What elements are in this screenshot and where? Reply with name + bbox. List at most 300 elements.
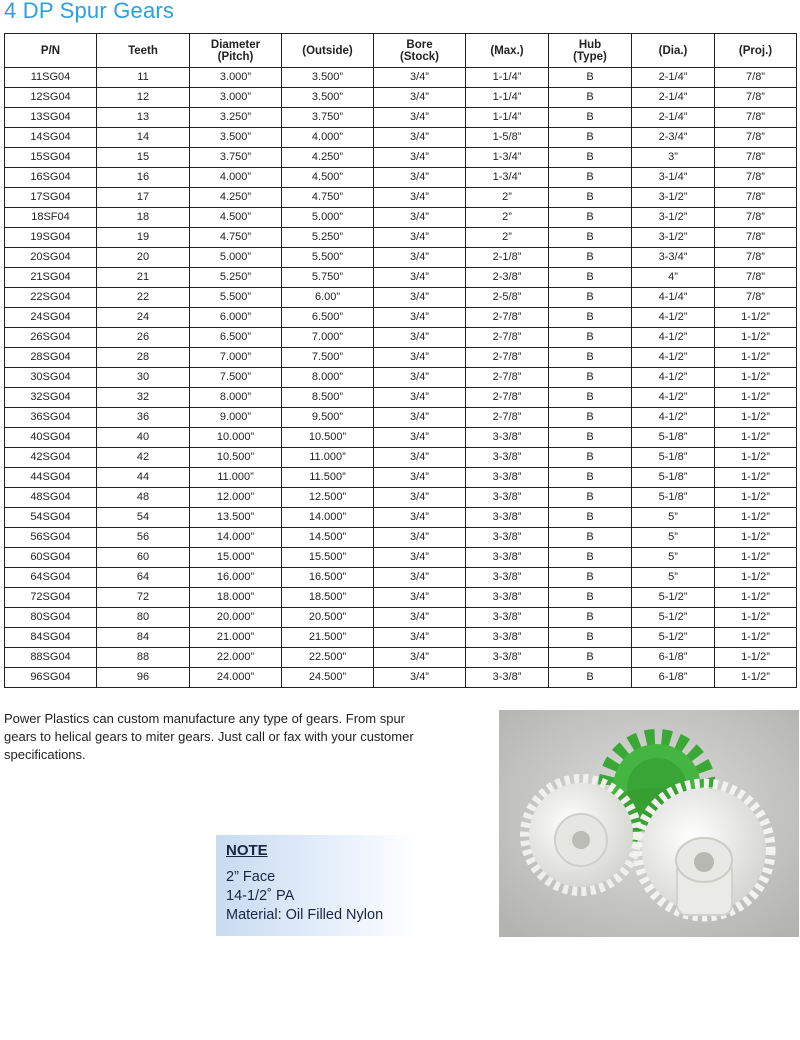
table-cell: 48SG04: [5, 488, 97, 508]
table-cell: 42: [97, 448, 190, 468]
table-cell: 3/4”: [374, 108, 466, 128]
table-row: [5, 648, 797, 668]
table-cell: 4.250”: [190, 188, 282, 208]
table-row: [5, 488, 797, 508]
table-cell: 24.500”: [282, 668, 374, 688]
column-header: [282, 34, 374, 68]
table-row: [5, 308, 797, 328]
table-cell: 3.000”: [190, 88, 282, 108]
table-row: [5, 228, 797, 248]
table-cell: 7/8”: [715, 88, 797, 108]
table-cell: 7/8”: [715, 228, 797, 248]
table-cell: 3/4”: [374, 388, 466, 408]
table-cell: 4.000”: [282, 128, 374, 148]
table-cell: 1-1/4”: [466, 108, 549, 128]
table-cell: 4”: [632, 268, 715, 288]
table-cell: B: [549, 488, 632, 508]
table-cell: 3/4”: [374, 168, 466, 188]
table-cell: 7.000”: [282, 328, 374, 348]
table-cell: 7/8”: [715, 148, 797, 168]
table-cell: 2-7/8”: [466, 308, 549, 328]
table-cell: 48: [97, 488, 190, 508]
table-cell: 2-5/8”: [466, 288, 549, 308]
column-header-line: (Proj.): [738, 44, 773, 57]
column-header-line: (Dia.): [658, 44, 688, 57]
table-cell: 3/4”: [374, 568, 466, 588]
table-row: [5, 668, 797, 688]
table-row: [5, 268, 797, 288]
table-row: [5, 448, 797, 468]
table-cell: 56SG04: [5, 528, 97, 548]
column-header: [97, 34, 190, 68]
table-cell: 3-3/8”: [466, 568, 549, 588]
table-cell: 20: [97, 248, 190, 268]
spur-gear-spec-table: [4, 33, 797, 688]
table-row: [5, 368, 797, 388]
table-cell: 40: [97, 428, 190, 448]
table-cell: B: [549, 508, 632, 528]
note-title: NOTE: [226, 842, 268, 859]
table-cell: 4.500”: [282, 168, 374, 188]
table-cell: 3.250”: [190, 108, 282, 128]
table-cell: 1-1/2”: [715, 448, 797, 468]
table-cell: 2-1/4”: [632, 108, 715, 128]
table-row: [5, 468, 797, 488]
table-cell: B: [549, 588, 632, 608]
table-cell: 44: [97, 468, 190, 488]
table-row: [5, 328, 797, 348]
table-cell: B: [549, 568, 632, 588]
table-cell: B: [549, 228, 632, 248]
table-cell: 1-1/4”: [466, 88, 549, 108]
table-cell: 3-3/8”: [466, 468, 549, 488]
table-cell: 5”: [632, 508, 715, 528]
header-row: [5, 34, 797, 68]
table-cell: 5-1/2”: [632, 588, 715, 608]
table-cell: 3/4”: [374, 628, 466, 648]
note-pressure-angle: 14-1/2˚ PA: [226, 888, 295, 904]
column-header: [374, 34, 466, 68]
table-cell: 3/4”: [374, 548, 466, 568]
table-cell: 17: [97, 188, 190, 208]
table-cell: B: [549, 148, 632, 168]
table-cell: 3-3/8”: [466, 528, 549, 548]
table-cell: B: [549, 308, 632, 328]
table-cell: 56: [97, 528, 190, 548]
table-cell: 5-1/8”: [632, 428, 715, 448]
table-cell: 16SG04: [5, 168, 97, 188]
table-cell: 2-1/4”: [632, 88, 715, 108]
table-cell: 3/4”: [374, 248, 466, 268]
column-header: [549, 34, 632, 68]
table-cell: 3-3/8”: [466, 628, 549, 648]
table-cell: 5.250”: [190, 268, 282, 288]
table-cell: 7.500”: [282, 348, 374, 368]
table-cell: 3/4”: [374, 228, 466, 248]
table-cell: 4-1/2”: [632, 408, 715, 428]
table-cell: 36SG04: [5, 408, 97, 428]
column-header: [632, 34, 715, 68]
table-cell: 4-1/2”: [632, 348, 715, 368]
table-cell: 3/4”: [374, 68, 466, 88]
note-face: 2” Face: [226, 869, 276, 885]
table-cell: 3-3/4”: [632, 248, 715, 268]
table-cell: 20.000”: [190, 608, 282, 628]
table-cell: B: [549, 408, 632, 428]
table-cell: 5”: [632, 528, 715, 548]
table-row: [5, 128, 797, 148]
table-cell: 3/4”: [374, 488, 466, 508]
table-cell: 15: [97, 148, 190, 168]
table-cell: 22SG04: [5, 288, 97, 308]
table-cell: 5”: [632, 568, 715, 588]
table-cell: 3.500”: [282, 68, 374, 88]
table-cell: 14.500”: [282, 528, 374, 548]
table-cell: B: [549, 548, 632, 568]
table-row: [5, 168, 797, 188]
table-cell: 2-7/8”: [466, 348, 549, 368]
table-row: [5, 248, 797, 268]
table-cell: 11.500”: [282, 468, 374, 488]
column-header-line: (Outside): [302, 44, 353, 57]
table-cell: 12.500”: [282, 488, 374, 508]
gears-illustration: [499, 710, 799, 937]
table-cell: B: [549, 668, 632, 688]
table-cell: B: [549, 108, 632, 128]
table-cell: 32SG04: [5, 388, 97, 408]
table-cell: 1-1/2”: [715, 488, 797, 508]
table-cell: 3.500”: [282, 88, 374, 108]
table-cell: 36: [97, 408, 190, 428]
table-cell: 30SG04: [5, 368, 97, 388]
table-cell: 7/8”: [715, 168, 797, 188]
column-header-line: (Pitch): [217, 50, 254, 63]
table-cell: 24: [97, 308, 190, 328]
table-cell: 3/4”: [374, 188, 466, 208]
table-cell: 22: [97, 288, 190, 308]
table-cell: 16.000”: [190, 568, 282, 588]
table-cell: 14: [97, 128, 190, 148]
table-cell: B: [549, 528, 632, 548]
table-cell: 21SG04: [5, 268, 97, 288]
table-cell: 7/8”: [715, 108, 797, 128]
table-cell: 32: [97, 388, 190, 408]
table-cell: 4.500”: [190, 208, 282, 228]
table-cell: 14SG04: [5, 128, 97, 148]
table-cell: 80SG04: [5, 608, 97, 628]
table-cell: 4-1/2”: [632, 368, 715, 388]
table-cell: 4.000”: [190, 168, 282, 188]
table-cell: 4-1/2”: [632, 328, 715, 348]
table-cell: 1-1/2”: [715, 608, 797, 628]
table-cell: 2-7/8”: [466, 328, 549, 348]
table-cell: 1-1/2”: [715, 508, 797, 528]
table-cell: B: [549, 68, 632, 88]
column-header-line: Diameter: [210, 38, 261, 51]
table-cell: 3/4”: [374, 288, 466, 308]
table-cell: 3/4”: [374, 368, 466, 388]
table-cell: 3-3/8”: [466, 648, 549, 668]
table-cell: B: [549, 268, 632, 288]
table-cell: 3/4”: [374, 648, 466, 668]
table-cell: 22.000”: [190, 648, 282, 668]
table-row: [5, 508, 797, 528]
table-cell: 13SG04: [5, 108, 97, 128]
table-cell: 3/4”: [374, 588, 466, 608]
table-cell: 3-3/8”: [466, 548, 549, 568]
table-cell: 5-1/8”: [632, 468, 715, 488]
table-cell: 10.500”: [282, 428, 374, 448]
table-cell: 20SG04: [5, 248, 97, 268]
table-cell: 4.250”: [282, 148, 374, 168]
table-cell: 6.500”: [282, 308, 374, 328]
table-cell: 8.500”: [282, 388, 374, 408]
table-cell: 3/4”: [374, 448, 466, 468]
table-cell: B: [549, 388, 632, 408]
table-cell: 3/4”: [374, 328, 466, 348]
table-cell: 20.500”: [282, 608, 374, 628]
table-cell: 5”: [632, 548, 715, 568]
table-cell: 2-1/8”: [466, 248, 549, 268]
gears-photo: [499, 710, 799, 937]
table-cell: 3/4”: [374, 668, 466, 688]
table-cell: 42SG04: [5, 448, 97, 468]
table-row: [5, 188, 797, 208]
table-cell: B: [549, 128, 632, 148]
table-cell: 54: [97, 508, 190, 528]
table-cell: 4-1/4”: [632, 288, 715, 308]
table-row: [5, 148, 797, 168]
table-cell: 3/4”: [374, 208, 466, 228]
table-cell: 6-1/8”: [632, 668, 715, 688]
table-cell: 3-3/8”: [466, 588, 549, 608]
table-cell: B: [549, 468, 632, 488]
table-cell: 3-3/8”: [466, 428, 549, 448]
table-cell: 1-1/2”: [715, 308, 797, 328]
table-cell: 18: [97, 208, 190, 228]
table-cell: 3/4”: [374, 428, 466, 448]
table-cell: 3-3/8”: [466, 608, 549, 628]
table-row: [5, 288, 797, 308]
table-cell: 1-1/4”: [466, 68, 549, 88]
table-cell: 12: [97, 88, 190, 108]
table-cell: 1-1/2”: [715, 428, 797, 448]
table-cell: 7/8”: [715, 248, 797, 268]
table-cell: 3/4”: [374, 608, 466, 628]
table-cell: 13.500”: [190, 508, 282, 528]
table-cell: 44SG04: [5, 468, 97, 488]
table-cell: 84SG04: [5, 628, 97, 648]
table-cell: 8.000”: [282, 368, 374, 388]
table-cell: 3/4”: [374, 508, 466, 528]
table-cell: 21: [97, 268, 190, 288]
table-cell: 54SG04: [5, 508, 97, 528]
table-cell: 1-1/2”: [715, 408, 797, 428]
table-cell: 19: [97, 228, 190, 248]
table-cell: 3/4”: [374, 468, 466, 488]
table-cell: 5-1/8”: [632, 448, 715, 468]
table-cell: 8.000”: [190, 388, 282, 408]
table-cell: 1-1/2”: [715, 668, 797, 688]
column-header-line: Teeth: [128, 44, 158, 57]
table-cell: 80: [97, 608, 190, 628]
table-cell: 3/4”: [374, 268, 466, 288]
note-material: Material: Oil Filled Nylon: [226, 907, 384, 923]
table-header: [5, 34, 797, 68]
table-cell: B: [549, 608, 632, 628]
table-cell: 3.750”: [282, 108, 374, 128]
table-cell: 3/4”: [374, 148, 466, 168]
custom-manufacture-text: Power Plastics can custom manufacture any type of gears. From spur gears to helical gears to miter gears. Just call or fax with your customer specifications.: [4, 711, 414, 762]
table-cell: 6-1/8”: [632, 648, 715, 668]
table-row: [5, 568, 797, 588]
table-cell: 15SG04: [5, 148, 97, 168]
column-header: [5, 34, 97, 68]
table-cell: 2-3/8”: [466, 268, 549, 288]
table-cell: 4-1/2”: [632, 308, 715, 328]
table-row: [5, 68, 797, 88]
table-cell: 60: [97, 548, 190, 568]
table-row: [5, 428, 797, 448]
table-cell: 21.500”: [282, 628, 374, 648]
table-cell: 9.500”: [282, 408, 374, 428]
table-cell: 96: [97, 668, 190, 688]
table-row: [5, 348, 797, 368]
table-cell: 84: [97, 628, 190, 648]
table-cell: 88: [97, 648, 190, 668]
table-cell: 18.500”: [282, 588, 374, 608]
table-cell: 3-1/2”: [632, 188, 715, 208]
table-row: [5, 548, 797, 568]
table-cell: 26SG04: [5, 328, 97, 348]
table-cell: 2-3/4”: [632, 128, 715, 148]
column-header: [190, 34, 282, 68]
table-cell: 9.000”: [190, 408, 282, 428]
table-cell: 5.750”: [282, 268, 374, 288]
column-header-line: (Max.): [490, 44, 524, 57]
table-cell: 4-1/2”: [632, 388, 715, 408]
table-cell: 3/4”: [374, 128, 466, 148]
table-cell: 1-3/4”: [466, 168, 549, 188]
table-cell: 28: [97, 348, 190, 368]
table-cell: 10.500”: [190, 448, 282, 468]
table-cell: 15.000”: [190, 548, 282, 568]
table-cell: 96SG04: [5, 668, 97, 688]
table-cell: B: [549, 88, 632, 108]
table-cell: 4.750”: [282, 188, 374, 208]
table-cell: B: [549, 208, 632, 228]
table-cell: 3/4”: [374, 88, 466, 108]
table-cell: 7/8”: [715, 188, 797, 208]
table-cell: 3”: [632, 148, 715, 168]
table-cell: 3-1/2”: [632, 228, 715, 248]
table-cell: 2-7/8”: [466, 368, 549, 388]
table-cell: 28SG04: [5, 348, 97, 368]
table-cell: 19SG04: [5, 228, 97, 248]
table-cell: 14.000”: [282, 508, 374, 528]
table-cell: 2-7/8”: [466, 408, 549, 428]
table-cell: 3-3/8”: [466, 668, 549, 688]
table-cell: 14.000”: [190, 528, 282, 548]
table-cell: B: [549, 168, 632, 188]
note-box: [216, 835, 416, 936]
table-cell: 7/8”: [715, 268, 797, 288]
table-cell: B: [549, 648, 632, 668]
table-cell: 11.000”: [282, 448, 374, 468]
table-row: [5, 528, 797, 548]
table-cell: 5-1/2”: [632, 608, 715, 628]
table-cell: 17SG04: [5, 188, 97, 208]
table-cell: B: [549, 188, 632, 208]
table-row: [5, 208, 797, 228]
table-row: [5, 108, 797, 128]
table-cell: 64: [97, 568, 190, 588]
table-cell: 2-7/8”: [466, 388, 549, 408]
table-cell: 6.000”: [190, 308, 282, 328]
table-cell: 3-1/2”: [632, 208, 715, 228]
table-cell: B: [549, 348, 632, 368]
table-cell: 60SG04: [5, 548, 97, 568]
table-cell: 1-1/2”: [715, 468, 797, 488]
table-body: [5, 68, 797, 688]
table-cell: 7.000”: [190, 348, 282, 368]
page-title: 4 DP Spur Gears: [4, 0, 175, 23]
table-cell: 1-1/2”: [715, 568, 797, 588]
table-cell: 1-1/2”: [715, 648, 797, 668]
table-cell: 1-5/8”: [466, 128, 549, 148]
table-row: [5, 628, 797, 648]
column-header: [715, 34, 797, 68]
table-cell: 7/8”: [715, 208, 797, 228]
table-cell: 10.000”: [190, 428, 282, 448]
table-cell: 1-1/2”: [715, 528, 797, 548]
table-cell: 7/8”: [715, 288, 797, 308]
table-cell: B: [549, 288, 632, 308]
table-cell: 2”: [466, 228, 549, 248]
column-header: [466, 34, 549, 68]
table-cell: B: [549, 448, 632, 468]
column-header-line: Hub: [578, 38, 602, 51]
table-cell: 30: [97, 368, 190, 388]
table-cell: 5.000”: [282, 208, 374, 228]
table-row: [5, 408, 797, 428]
table-cell: 22.500”: [282, 648, 374, 668]
table-cell: 18SF04: [5, 208, 97, 228]
table-cell: 3/4”: [374, 408, 466, 428]
column-header-line: (Type): [573, 50, 607, 63]
table-cell: 24SG04: [5, 308, 97, 328]
column-header-line: (Stock): [400, 50, 439, 63]
table-cell: 2-1/4”: [632, 68, 715, 88]
table-cell: 2”: [466, 188, 549, 208]
table-cell: 11: [97, 68, 190, 88]
table-cell: 88SG04: [5, 648, 97, 668]
table-row: [5, 588, 797, 608]
table-cell: 72: [97, 588, 190, 608]
table-cell: 72SG04: [5, 588, 97, 608]
table-cell: 4.750”: [190, 228, 282, 248]
table-cell: 3.000”: [190, 68, 282, 88]
table-cell: 64SG04: [5, 568, 97, 588]
table-cell: 7/8”: [715, 128, 797, 148]
table-cell: 7.500”: [190, 368, 282, 388]
table-cell: 11.000”: [190, 468, 282, 488]
table-cell: 11SG04: [5, 68, 97, 88]
table-cell: 24.000”: [190, 668, 282, 688]
column-header-line: Bore: [406, 38, 433, 51]
table-cell: B: [549, 428, 632, 448]
table-cell: 1-1/2”: [715, 548, 797, 568]
